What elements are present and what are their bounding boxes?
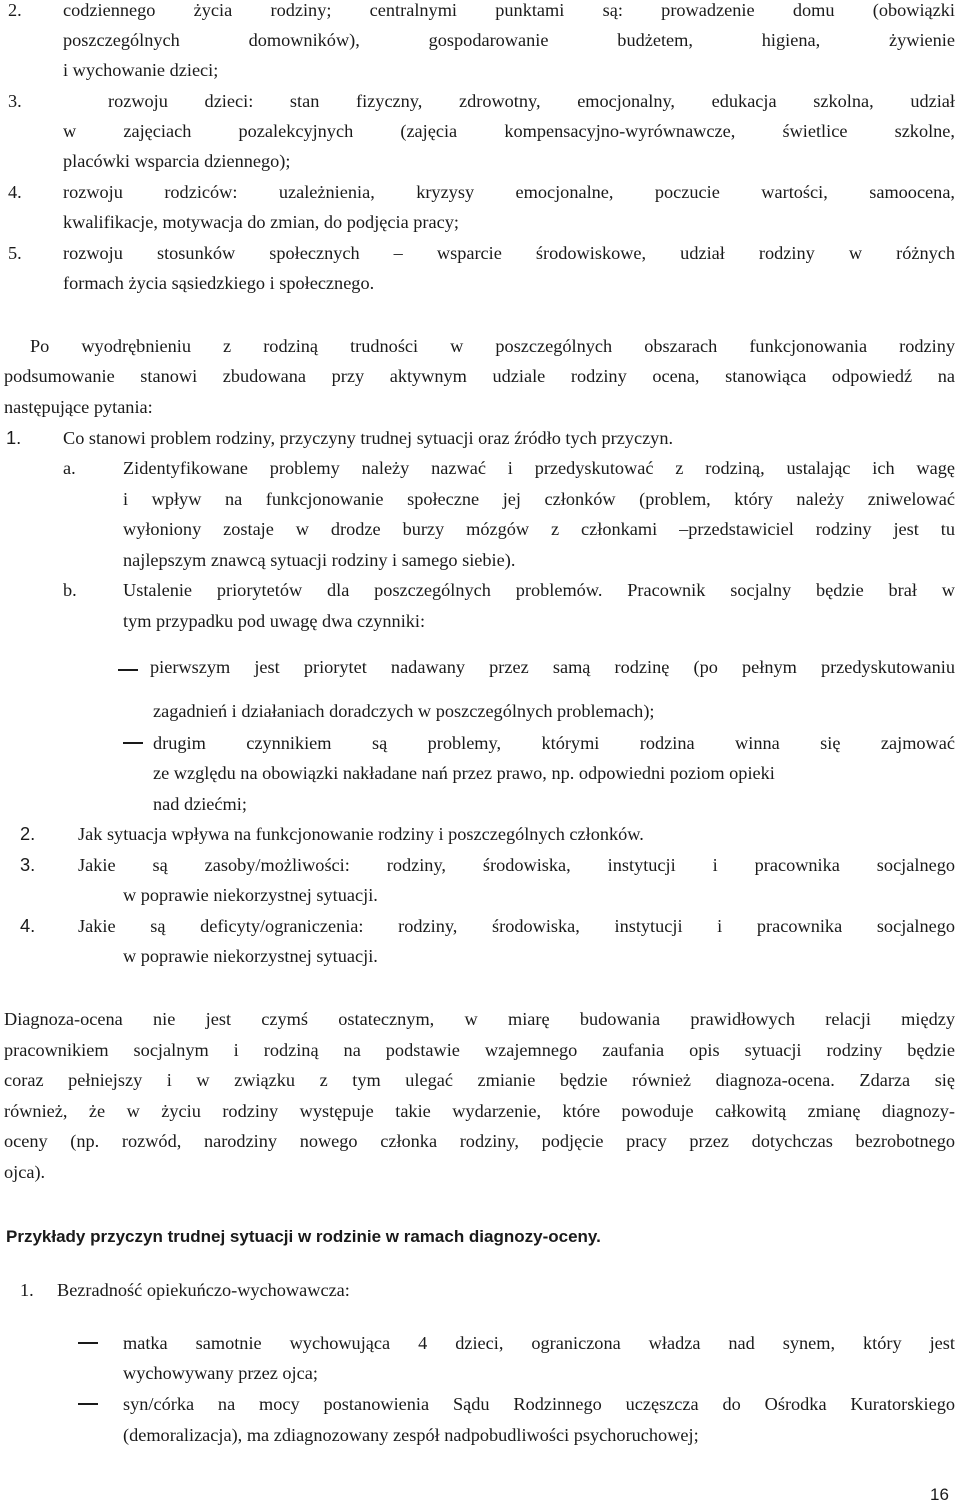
dash-bullet-icon (123, 742, 143, 744)
question-line: Jakie są deficyty/ograniczenia: rodziny, środowiska, instytucji i pracownika socjalnego (78, 916, 955, 936)
question-number: 3. (20, 854, 36, 875)
paragraph-line: Po wyodrębnieniu z rodziną trudności w poszczególnych obszarach funkcjonowania rodziny (30, 336, 955, 356)
list-line: rozwoju rodziców: uzależnienia, kryzysy emocjonalne, poczucie wartości, samoocena, (63, 182, 955, 202)
dash-bullet-icon (118, 669, 138, 671)
bullet-line: (demoralizacja), ma zdiagnozowany zespół nadpobudliwości psychoruchowej; (123, 1425, 699, 1445)
dash-bullet-icon (78, 1403, 98, 1405)
list-line: codziennego życia rodziny; centralnymi punktami są: prowadzenie domu (obowiązki (63, 0, 955, 20)
list-line: i wychowanie dzieci; (63, 60, 219, 80)
paragraph-line: następujące pytania: (4, 397, 153, 417)
sub-letter: a. (63, 458, 76, 478)
paragraph-line: podsumowanie stanowi zbudowana przy aktywnym udziale rodziny ocena, stanowiąca odpowiedź na (4, 366, 955, 386)
question-line: Jak sytuacja wpływa na funkcjonowanie rodziny i poszczególnych członków. (78, 824, 644, 844)
paragraph-line: ojca). (4, 1162, 46, 1182)
question-number: 1. (6, 427, 22, 448)
bullet-line: drugim czynnikiem są problemy, którymi rodzina winna się zajmować (153, 733, 955, 753)
dash-bullet-icon (78, 1342, 98, 1344)
list-line: kwalifikacje, motywacja do zmian, do podjęcia pracy; (63, 212, 459, 232)
bullet-line: syn/córka na mocy postanowienia Sądu Rodzinnego uczęszcza do Ośrodka Kuratorskiego (123, 1394, 955, 1414)
list-number: 3. (8, 91, 22, 111)
list-number: 5. (8, 243, 22, 263)
list-line: w zajęciach pozalekcyjnych (zajęcia kompensacyjno-wyrównawcze, świetlice szkolne, (63, 121, 955, 141)
bullet-line: matka samotnie wychowująca 4 dzieci, ograniczona władza nad synem, który jest (123, 1333, 955, 1353)
list-line: poszczególnych domowników), gospodarowanie budżetem, higiena, żywienie (63, 30, 955, 50)
sub-line: i wpływ na funkcjonowanie społeczne jej członków (problem, który należy zniwelować (123, 489, 955, 509)
sub-line: Zidentyfikowane problemy należy nazwać i przedyskutować z rodziną, ustalając ich wagę (123, 458, 955, 478)
page-number: 16 (930, 1485, 949, 1504)
sub-line: najlepszym znawcą sytuacji rodziny i samego siebie). (123, 550, 516, 570)
question-line: w poprawie niekorzystnej sytuacji. (123, 946, 378, 966)
bullet-line: zagadnień i działaniach doradczych w poszczególnych problemach); (153, 701, 655, 721)
bullet-line: ze względu na obowiązki nakładane nań przez prawo, np. odpowiedni poziom opieki (153, 763, 775, 783)
question-line: Jakie są zasoby/możliwości: rodziny, środowiska, instytucji i pracownika socjalnego (78, 855, 955, 875)
paragraph-line: Diagnoza-ocena nie jest czymś ostatecznym, w miarę budowania prawidłowych relacji między (4, 1009, 955, 1029)
list-line: rozwoju dzieci: stan fizyczny, zdrowotny, emocjonalny, edukacja szkolna, udział (108, 91, 955, 111)
sub-line: wyłoniony zostaje w drodze burzy mózgów z członkami –przedstawiciel rodziny jest tu (123, 519, 955, 539)
question-number: 2. (20, 823, 36, 844)
sub-letter: b. (63, 580, 77, 600)
example-text: Bezradność opiekuńczo-wychowawcza: (57, 1280, 350, 1300)
list-line: placówki wsparcia dziennego); (63, 151, 291, 171)
list-line: rozwoju stosunków społecznych – wsparcie środowiskowe, udział rodziny w różnych (63, 243, 955, 263)
paragraph-line: coraz pełniejszy i w związku z tym ulegać zmianie będzie również diagnoza-ocena. Zdarza się (4, 1070, 955, 1090)
list-line: formach życia sąsiedzkiego i społecznego. (63, 273, 375, 293)
question-line: w poprawie niekorzystnej sytuacji. (123, 885, 378, 905)
question-number: 4. (20, 915, 36, 936)
list-number: 4. (8, 182, 22, 202)
sub-line: tym przypadku pod uwagę dwa czynniki: (123, 611, 426, 631)
paragraph-line: pracownikiem socjalnym i rodziną na podstawie wzajemnego zaufania opis sytuacji rodziny będzie (4, 1040, 955, 1060)
paragraph-line: oceny (np. rozwód, narodziny nowego członka rodziny, podjęcie pracy przez dotychczas bezrobotnego (4, 1131, 955, 1151)
example-number: 1. (20, 1280, 34, 1300)
bullet-line: pierwszym jest priorytet nadawany przez samą rodzinę (po pełnym przedyskutowaniu (150, 657, 955, 677)
bullet-line: wychowywany przez ojca; (123, 1363, 318, 1383)
question-text: Co stanowi problem rodziny, przyczyny trudnej sytuacji oraz źródło tych przyczyn. (63, 428, 674, 448)
section-heading: Przykłady przyczyn trudnej sytuacji w rodzinie w ramach diagnozy-oceny. (6, 1227, 601, 1246)
sub-line: Ustalenie priorytetów dla poszczególnych problemów. Pracownik socjalny będzie brał w (123, 580, 955, 600)
paragraph-line: również, że w życiu rodziny występuje takie wydarzenie, które powoduje całkowitą zmianę diagnozy- (4, 1101, 955, 1121)
list-number: 2. (8, 0, 22, 20)
bullet-line: nad dziećmi; (153, 794, 247, 814)
